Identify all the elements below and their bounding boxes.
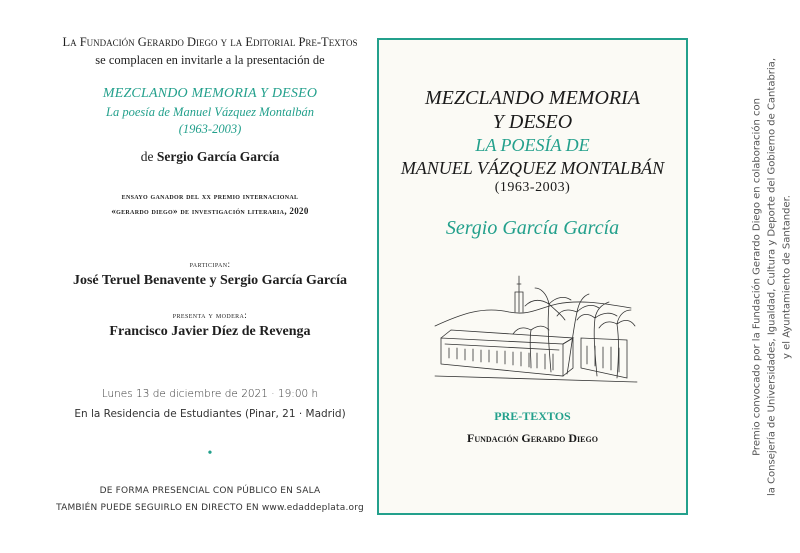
sponsor-credit	[750, 27, 795, 527]
author-name: Sergio García García	[156, 149, 280, 164]
separator-dot: •	[207, 446, 213, 461]
book-subtitle-1: La poesía de Manuel Vázquez Montalbán	[106, 105, 314, 119]
event-venue: En la Residencia de Estudiantes (Pinar, 21 · Madrid)	[74, 408, 346, 420]
cover-title-line-1: MEZCLANDO MEMORIA	[425, 87, 640, 109]
intro-line-1: La Fundación Gerardo Diego y la Editorial Pre-Textos	[62, 35, 358, 49]
credit-line-3: y el Ayuntamiento de Santander.	[781, 195, 793, 359]
author-prefix: de	[140, 149, 154, 164]
cover-subtitle-line-2: MANUEL VÁZQUEZ MONTALBÁN	[400, 158, 665, 178]
credit-line-1: Premio convocado por la Fundación Gerardo Diego en colaboración con	[751, 98, 763, 456]
moderator-name: Francisco Javier Díez de Revenga	[109, 324, 311, 339]
book-cover	[377, 38, 688, 515]
building-sketch-icon	[431, 268, 641, 386]
essay-award-line-1: ensayo ganador del xx premio internacional	[121, 191, 299, 201]
book-title: MEZCLANDO MEMORIA Y DESEO	[102, 86, 318, 101]
intro-line-2: se complacen en invitarle a la presentación de	[95, 53, 325, 67]
cover-subtitle-years: (1963-2003)	[494, 180, 571, 195]
cover-foundation: Fundación Gerardo Diego	[467, 431, 598, 445]
participants-label: participan:	[189, 259, 231, 269]
book-subtitle-2: (1963-2003)	[178, 122, 242, 136]
credit-line-2: la Consejería de Universidades, Igualdad, Cultura y Deporte del Gobierno de Cantabria,	[766, 58, 778, 497]
event-date-time: Lunes 13 de diciembre de 2021 · 19:00 h	[101, 388, 319, 400]
participants-names: José Teruel Benavente y Sergio García García	[72, 273, 347, 288]
attendance-line-1: DE FORMA PRESENCIAL CON PÚBLICO EN SALA	[99, 486, 321, 496]
cover-subtitle-line-1: LA POESÍA DE	[475, 135, 590, 155]
cover-title-line-2: Y DESEO	[492, 111, 573, 133]
cover-publisher: PRE-TEXTOS	[494, 409, 571, 423]
moderator-label: presenta y modera:	[172, 310, 248, 320]
essay-award-line-2: «gerardo diego» de investigación literaria, 2020	[111, 206, 309, 216]
attendance-line-2: TAMBIÉN PUEDE SEGUIRLO EN DIRECTO EN www.edaddeplata.org	[56, 503, 364, 513]
author-line	[40, 149, 380, 165]
cover-author: Sergio García García	[445, 217, 620, 239]
